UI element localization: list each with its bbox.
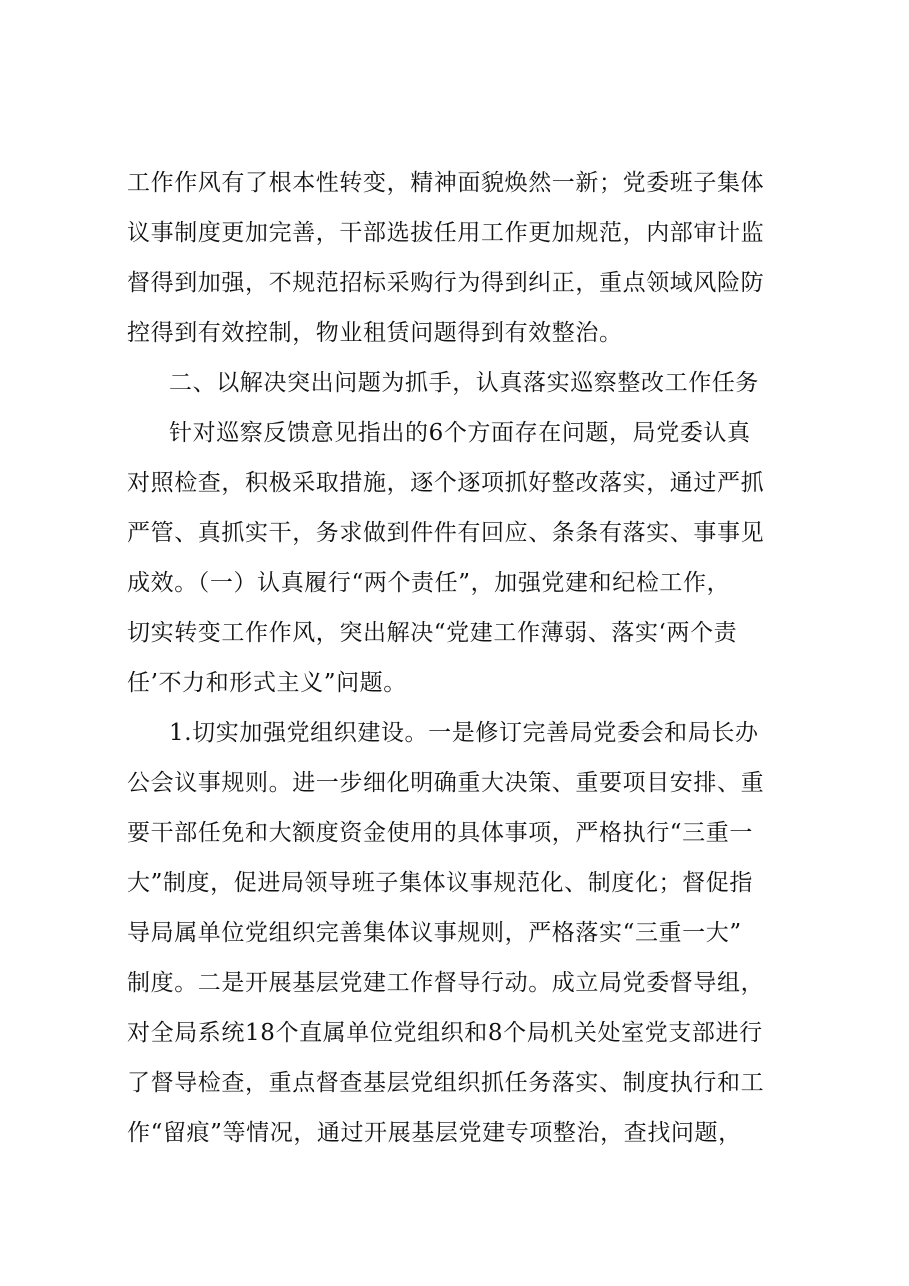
paragraph-line: 要干部任免和大额度资金使用的具体事项，严格执行“三重一: [127, 820, 753, 846]
paragraph-line: 制度。二是开展基层党建工作督导行动。成立局党委督导组，: [127, 970, 765, 996]
paragraph-line: 成效。（一）认真履行“两个责任”，加强党建和纪检工作，: [127, 570, 731, 596]
paragraph-line: 切实转变工作作风，突出解决“党建工作薄弱、落实‘两个责: [127, 620, 738, 646]
paragraph-line: 议事制度更加完善，干部选拔任用工作更加规范，内部审计监: [127, 220, 765, 246]
paragraph-line: 导局属单位党组织完善集体议事规则，严格落实“三重一大”: [127, 920, 742, 946]
paragraph-line: 了督导检查，重点督查基层党组织抓任务落实、制度执行和工: [127, 1070, 765, 1096]
section-heading: 二、以解决突出问题为抓手，认真落实巡察整改工作任务: [169, 370, 759, 396]
paragraph-line: 作“留痕”等情况，通过开展基层党建专项整治，查找问题，: [127, 1120, 742, 1146]
paragraph-line: 针对巡察反馈意见指出的6个方面存在问题，局党委认真: [169, 420, 751, 446]
paragraph-line: 公会议事规则。进一步细化明确重大决策、重要项目安排、重: [127, 770, 765, 796]
paragraph-line: 任’不力和形式主义”问题。: [127, 670, 407, 696]
paragraph-line: 督得到加强，不规范招标采购行为得到纠正，重点领域风险防: [127, 270, 765, 296]
paragraph-line: 1.切实加强党组织建设。一是修订完善局党委会和局长办: [169, 720, 759, 746]
paragraph-line: 对全局系统18个直属单位党组织和8个局机关处室党支部进行: [127, 1020, 763, 1046]
paragraph-line: 工作作风有了根本性转变，精神面貌焕然一新；党委班子集体: [127, 170, 765, 196]
paragraph-line: 对照检查，积极采取措施，逐个逐项抓好整改落实，通过严抓: [127, 470, 765, 496]
paragraph-line: 严管、真抓实干，务求做到件件有回应、条条有落实、事事见: [127, 520, 765, 546]
paragraph-line: 控得到有效控制，物业租赁问题得到有效整治。: [127, 320, 623, 346]
paragraph-line: 大”制度，促进局领导班子集体议事规范化、制度化；督促指: [127, 870, 753, 896]
